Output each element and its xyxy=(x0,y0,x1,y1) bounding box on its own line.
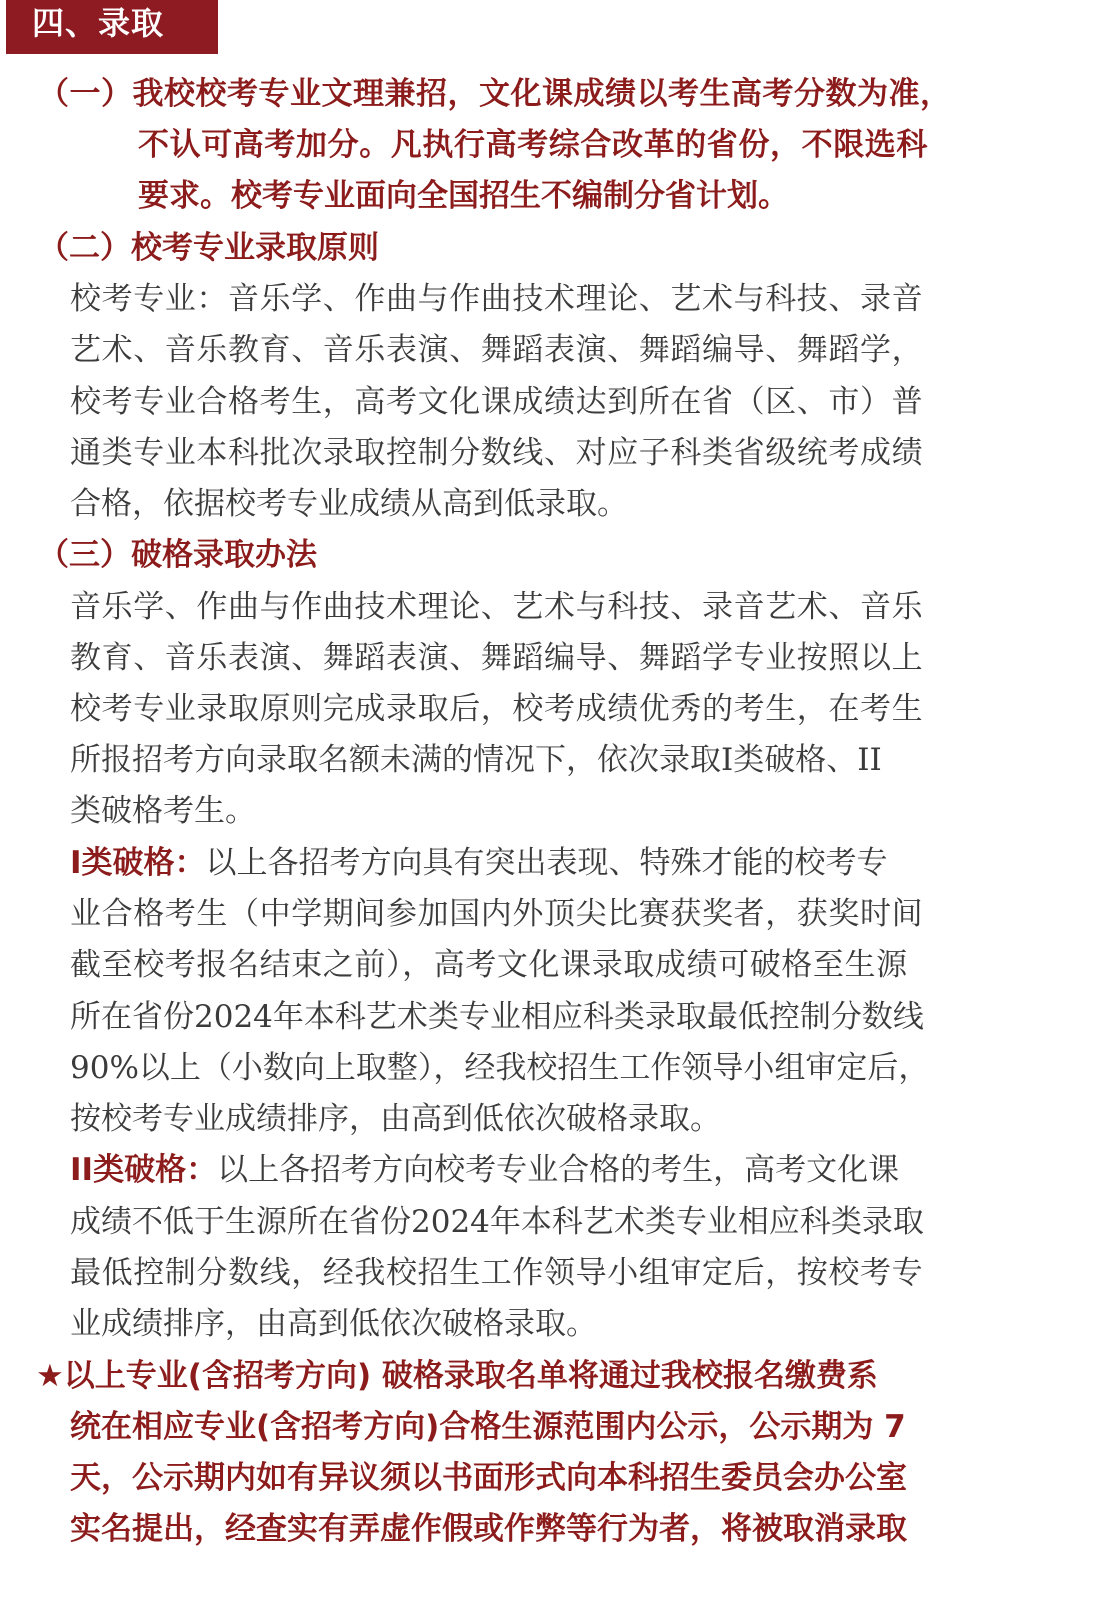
p5-label: II类破格： xyxy=(70,1152,218,1188)
p3-line: 所报招考方向录取名额未满的情况下，依次录取I类破格、II xyxy=(70,742,882,778)
p2-line: 艺术、音乐教育、音乐表演、舞蹈表演、舞蹈编导、舞蹈学， xyxy=(70,332,924,368)
p4-label: I类破格： xyxy=(70,845,206,881)
p2-line: 通类专业本科批次录取控制分数线、对应子科类省级统考成绩 xyxy=(70,435,924,471)
p5-line: 成绩不低于生源所在省份2024年本科艺术类专业相应科类录取 xyxy=(70,1204,924,1240)
p4-line: 截至校考报名结束之前），高考文化课录取成绩可破格至生源 xyxy=(70,947,908,983)
section-tab: 四、录取 xyxy=(6,0,218,54)
p3-line: 校考专业录取原则完成录取后，校考成绩优秀的考生，在考生 xyxy=(70,691,924,727)
p3-line: 类破格考生。 xyxy=(70,793,256,829)
p5-line: 业成绩排序，由高到低依次破格录取。 xyxy=(70,1306,597,1342)
p6-line: 天，公示期内如有异议须以书面形式向本科招生委员会办公室 xyxy=(70,1460,907,1496)
p6-line: 统在相应专业(含招考方向)合格生源范围内公示，公示期为 7 xyxy=(70,1409,906,1445)
p4-first-line xyxy=(70,845,888,881)
p4-line: 按校考专业成绩排序，由高到低依次破格录取。 xyxy=(70,1101,721,1137)
p5-first-text: 以上各招考方向校考专业合格的考生，高考文化课 xyxy=(217,1152,900,1188)
p2-line: 校考专业：音乐学、作曲与作曲技术理论、艺术与科技、录音 xyxy=(70,281,924,317)
p6-line: ★以上专业(含招考方向) 破格录取名单将通过我校报名缴费系 xyxy=(36,1358,878,1394)
p3-line: 音乐学、作曲与作曲技术理论、艺术与科技、录音艺术、音乐 xyxy=(70,589,924,625)
p3-line: 教育、音乐表演、舞蹈表演、舞蹈编导、舞蹈学专业按照以上 xyxy=(70,640,924,676)
p4-line: 所在省份2024年本科艺术类专业相应科类录取最低控制分数线 xyxy=(70,999,924,1035)
p3-heading: （三）破格录取办法 xyxy=(38,537,317,573)
p1-heading: （一）我校校考专业文理兼招，文化课成绩以考生高考分数为准， xyxy=(38,76,952,112)
p5-first-line xyxy=(70,1152,899,1188)
p1-line: 不认可高考加分。凡执行高考综合改革的省份，不限选科 xyxy=(138,127,928,163)
p2-line: 校考专业合格考生，高考文化课成绩达到所在省（区、市）普 xyxy=(70,384,924,420)
p2-line: 合格，依据校考专业成绩从高到低录取。 xyxy=(70,486,628,522)
p4-line: 90%以上（小数向上取整），经我校招生工作领导小组审定后， xyxy=(70,1050,930,1086)
p4-line: 业合格考生（中学期间参加国内外顶尖比赛获奖者，获奖时间 xyxy=(70,896,924,932)
p1-line: 要求。校考专业面向全国招生不编制分省计划。 xyxy=(138,178,789,214)
p2-heading: （二）校考专业录取原则 xyxy=(38,230,379,266)
p4-first-text: 以上各招考方向具有突出表现、特殊才能的校考专 xyxy=(205,845,888,881)
p6-line: 实名提出，经查实有弄虚作假或作弊等行为者，将被取消录取 xyxy=(70,1511,907,1547)
p5-line: 最低控制分数线，经我校招生工作领导小组审定后，按校考专 xyxy=(70,1255,924,1291)
